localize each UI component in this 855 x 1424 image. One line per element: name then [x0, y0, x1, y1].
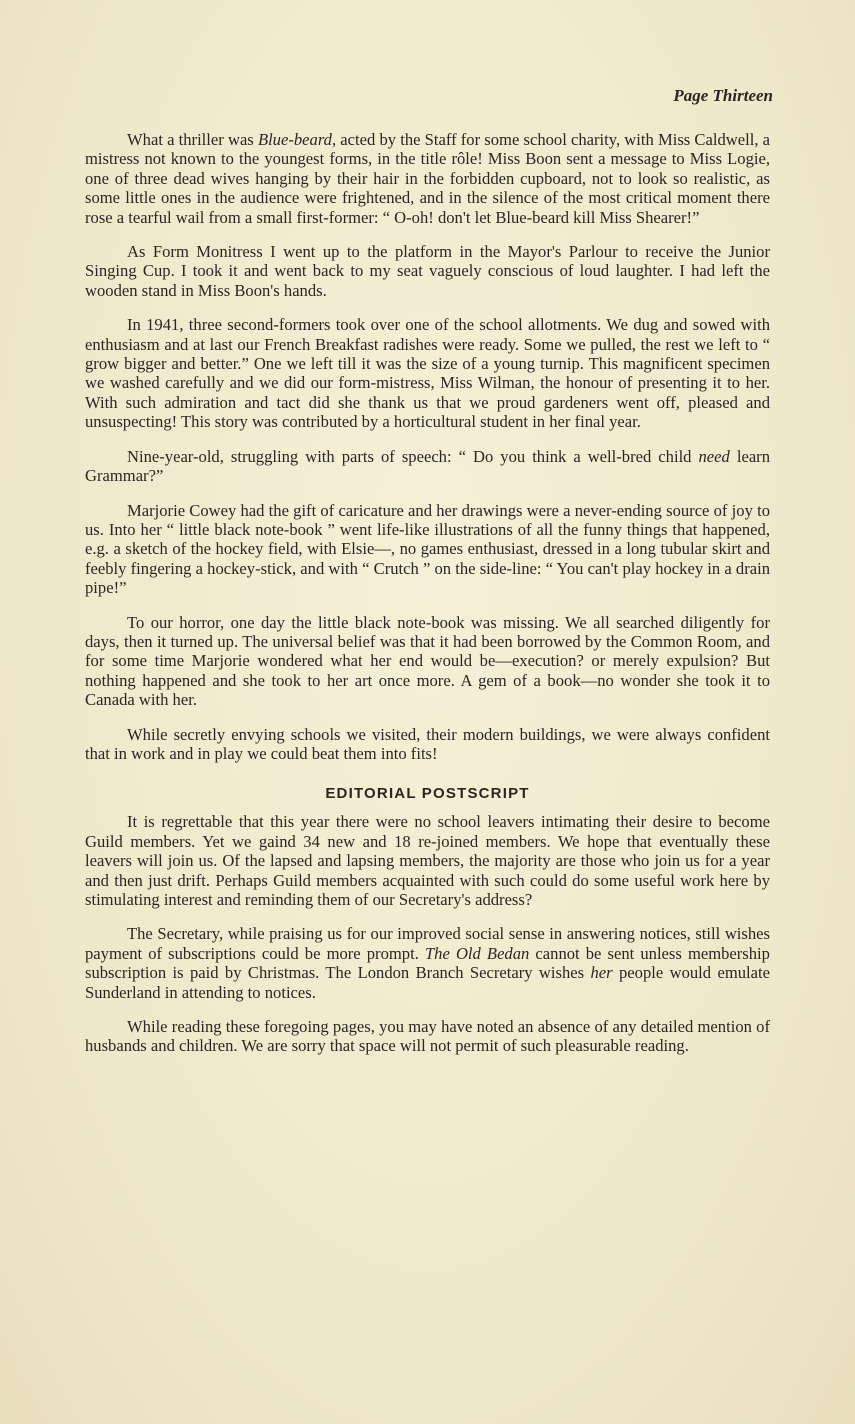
- italic-text: need: [698, 446, 730, 466]
- text-run: The Secretary, while praising us for our improved social sense in answering notices, still wishes payment of subscriptions could be more prompt.: [85, 924, 770, 963]
- text-run: learn Grammar?”: [85, 446, 771, 486]
- text-run: acted by the Staff for some school charity, with Miss Caldwell, a mistress not known to the youngest forms, in the title rôle! Miss Boon sent a message to Miss Logie, one of three dead wives hanging by their hair in the forbidden cupboard, not to look so realistic, as some little ones in the audience were frightened, and in the silence of the most critical moment there rose a tearful wail from a small first-former: “ O-oh! don't let Blue-beard kill Miss Shearer!”: [85, 130, 770, 227]
- text-run: While secretly envying schools we visited, their modern buildings, we were always confident that in work and in play we could beat them into fits!: [85, 724, 770, 763]
- text-run: people would emulate Sunderland in attending to notices.: [85, 963, 770, 1002]
- text-run: In 1941, three second-formers took over one of the school allotments. We dug and sowed with enthusiasm and at last our French Breakfast radishes were ready. Some we pulled, the rest we left to “ grow bigger and better.” One we left till it was the size of a young turnip. This magnificent specimen we washed carefully and we did our form-mistress, Miss Wilman, the honour of presenting it to her. With such admiration and tact did she thank us that we proud gardeners went off, pleased and unsuspecting! This story was contributed by a horticultural student in her final year.: [85, 315, 770, 432]
- paragraph: [85, 447, 770, 486]
- text-run: It is regrettable that this year there were no school leavers intimating their desire to become Guild members. Yet we gaind 34 new and 18 re-joined members. We hope that eventually these leavers will join us. Of the lapsed and lapsing members, the majority are those who join us for a year and then just drift. Perhaps Guild members acquainted with such could do some useful work here by stimulating interest and reminding them of our Secretary's address?: [85, 812, 770, 909]
- italic-text: The Old Bedan: [424, 943, 530, 963]
- paragraph: [85, 315, 770, 431]
- text-run: What a thriller was: [127, 130, 258, 149]
- section-editorial-postscript: [85, 812, 770, 1055]
- article-body: [85, 130, 770, 1071]
- text-run: To our horror, one day the little black note-book was missing. We all searched diligently for days, then it turned up. The universal belief was that it had been borrowed by the Common Room, and for some time Marjorie wondered what her end would be—execution? or merely expulsion? But nothing happened and she took to her art once more. A gem of a book—no wonder she took it to Canada with her.: [85, 612, 770, 710]
- paragraph: [85, 501, 770, 598]
- italic-text: her: [590, 963, 613, 983]
- paragraph: [85, 725, 770, 764]
- paragraph: [85, 130, 770, 227]
- text-run: Nine-year-old, struggling with parts of speech: “ Do you think a well-bred child: [127, 446, 699, 466]
- paragraph: [85, 1017, 770, 1056]
- page-number: Page Thirteen: [673, 86, 773, 105]
- text-run: cannot be sent unless membership subscription is paid by Christmas. The London Branch Secretary wishes: [85, 943, 770, 983]
- paragraph: [85, 242, 770, 300]
- paragraph: [85, 613, 770, 710]
- paragraph: [85, 924, 770, 1002]
- paragraph: [85, 812, 770, 909]
- text-run: As Form Monitress I went up to the platform in the Mayor's Parlour to receive the Junior Singing Cup. I took it and went back to my seat vaguely conscious of loud laughter. I had left the wooden stand in Miss Boon's hands.: [85, 242, 770, 300]
- section-reminiscences: [85, 130, 770, 763]
- italic-text: Blue-beard,: [257, 130, 337, 149]
- text-run: Marjorie Cowey had the gift of caricature and her drawings were a never-ending source of joy to us. Into her “ little black note-book ” went life-like illustrations of all the funny things that happened, e.g. a sketch of the hockey field, with Elsie—, no games enthusiast, dressed in a long tubular skirt and feebly fingering a hockey-stick, and with “ Crutch ” on the side-line: “ You can't play hockey in a drain pipe!”: [85, 500, 770, 598]
- section-heading: EDITORIAL POSTSCRIPT: [325, 785, 530, 803]
- text-run: While reading these foregoing pages, you may have noted an absence of any detailed mention of husbands and children. We are sorry that space will not permit of such pleasurable reading.: [85, 1017, 770, 1056]
